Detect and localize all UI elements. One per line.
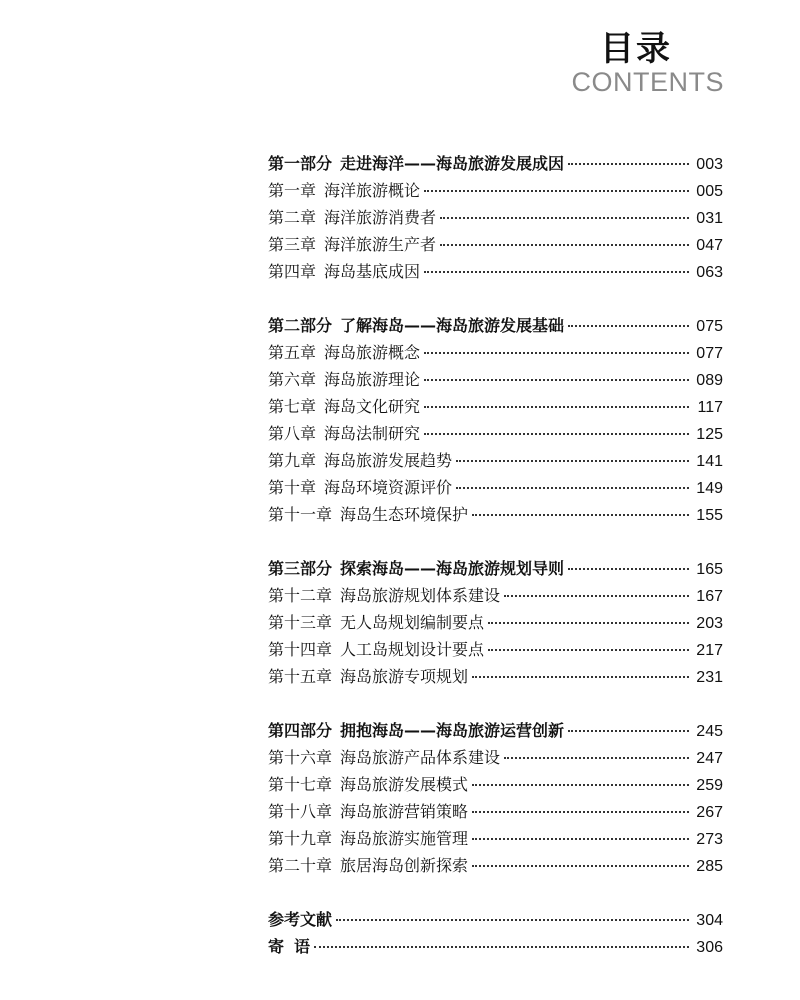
toc-entry-label: 第十九章 [268, 829, 333, 848]
toc-dot-leader [472, 811, 689, 813]
toc-dot-leader [424, 190, 689, 192]
page-subtitle: CONTENTS [571, 67, 724, 97]
toc-page-number: 075 [696, 318, 723, 335]
toc-part-entry[interactable] [268, 312, 723, 339]
toc-page-number: 167 [696, 588, 723, 605]
toc-page-number: 165 [696, 561, 723, 578]
toc-page-number: 247 [696, 750, 723, 767]
toc-dot-leader [472, 838, 689, 840]
toc-entry-label: 第二部分 [268, 316, 333, 335]
toc-chapter-entry[interactable] [268, 771, 723, 798]
toc-part-entry[interactable] [268, 150, 723, 177]
toc-page-number: 259 [696, 777, 723, 794]
toc-dot-leader [568, 568, 689, 570]
toc-dot-leader [568, 730, 689, 732]
toc-entry-label: 第十七章 [268, 775, 333, 794]
toc-entry-label: 第四部分 [268, 721, 333, 740]
toc-page-number: 203 [696, 615, 723, 632]
toc-entry-label: 第三章 [268, 235, 317, 254]
toc-page-number: 117 [697, 399, 723, 416]
toc-chapter-entry[interactable] [268, 474, 723, 501]
toc-entry-label: 第十章 [268, 478, 317, 497]
toc-entry-title: 海岛生态环境保护 [340, 505, 469, 524]
toc-entry-label: 第十八章 [268, 802, 333, 821]
toc-page-number: 306 [696, 939, 723, 956]
toc-dot-leader [424, 352, 689, 354]
toc-dot-leader [424, 379, 689, 381]
page-header [572, 30, 725, 96]
toc-section [268, 312, 723, 528]
toc-entry-title: 旅居海岛创新探索 [340, 856, 469, 875]
toc-chapter-entry[interactable] [268, 420, 723, 447]
toc-part-entry[interactable] [268, 555, 723, 582]
toc-entry-title: 探索海岛——海岛旅游规划导则 [340, 559, 565, 578]
page-title: 目录 [600, 29, 672, 69]
toc-chapter-entry[interactable] [268, 231, 723, 258]
toc-dot-leader [440, 217, 689, 219]
toc-page-number: 125 [696, 426, 723, 443]
toc-entry-title: 走进海洋——海岛旅游发展成因 [340, 154, 565, 173]
toc-entry-label: 第八章 [268, 424, 317, 443]
toc-dot-leader [440, 244, 689, 246]
toc-entry-title: 海岛旅游发展模式 [340, 775, 469, 794]
toc-section [268, 906, 723, 960]
toc-entry-title: 海岛旅游营销策略 [340, 802, 469, 821]
toc-chapter-entry[interactable] [268, 582, 723, 609]
toc-entry-title: 海岛旅游实施管理 [340, 829, 469, 848]
toc-entry-label: 第二十章 [268, 856, 333, 875]
toc-entry-label: 第九章 [268, 451, 317, 470]
toc-page-number: 047 [696, 237, 723, 254]
toc-entry-title: 无人岛规划编制要点 [340, 613, 485, 632]
toc-entry-title: 人工岛规划设计要点 [340, 640, 485, 659]
toc-part-entry[interactable] [268, 906, 723, 933]
toc-dot-leader [424, 406, 689, 408]
toc-page-number: 149 [696, 480, 723, 497]
toc-dot-leader [568, 325, 689, 327]
toc-entry-label: 第十六章 [268, 748, 333, 767]
toc-entry-title: 了解海岛——海岛旅游发展基础 [340, 316, 565, 335]
toc-part-entry[interactable] [268, 933, 723, 960]
toc-page-number: 245 [696, 723, 723, 740]
toc-dot-leader [504, 595, 689, 597]
toc-page-number: 285 [696, 858, 723, 875]
toc-entry-title: 海岛旅游发展趋势 [324, 451, 453, 470]
toc-entry-title: 海岛旅游规划体系建设 [340, 586, 501, 605]
toc-entry-title: 海洋旅游概论 [324, 181, 421, 200]
toc-dot-leader [568, 163, 689, 165]
toc-chapter-entry[interactable] [268, 258, 723, 285]
toc-page-number: 089 [696, 372, 723, 389]
toc-dot-leader [336, 919, 689, 921]
toc-entry-title: 海岛旅游产品体系建设 [340, 748, 501, 767]
toc-section [268, 150, 723, 285]
toc-chapter-entry[interactable] [268, 447, 723, 474]
toc-page-number: 005 [696, 183, 723, 200]
toc-dot-leader [456, 460, 689, 462]
toc-chapter-entry[interactable] [268, 501, 723, 528]
toc-entry-title: 海岛环境资源评价 [324, 478, 453, 497]
toc-entry-title: 海岛旅游专项规划 [340, 667, 469, 686]
toc-chapter-entry[interactable] [268, 177, 723, 204]
toc-entry-title: 拥抱海岛——海岛旅游运营创新 [340, 721, 565, 740]
toc-section [268, 717, 723, 879]
toc-entry-title: 海岛基底成因 [324, 262, 421, 281]
toc-dot-leader [472, 676, 689, 678]
toc-entry-label: 第十三章 [268, 613, 333, 632]
toc-chapter-entry[interactable] [268, 663, 723, 690]
toc-page-number: 141 [696, 453, 723, 470]
toc-page-number: 231 [696, 669, 723, 686]
toc-entry-title: 海岛旅游概念 [324, 343, 421, 362]
toc-dot-leader [424, 433, 689, 435]
toc-entry-label: 第十二章 [268, 586, 333, 605]
toc-page-number: 031 [696, 210, 723, 227]
toc-page-number: 155 [696, 507, 723, 524]
toc-entry-label: 第六章 [268, 370, 317, 389]
table-of-contents [268, 150, 723, 987]
toc-entry-title: 海洋旅游生产者 [324, 235, 437, 254]
toc-dot-leader [504, 757, 689, 759]
toc-entry-label: 第四章 [268, 262, 317, 281]
toc-entry-label: 第十四章 [268, 640, 333, 659]
toc-page-number: 273 [696, 831, 723, 848]
toc-part-entry[interactable] [268, 717, 723, 744]
toc-chapter-entry[interactable] [268, 744, 723, 771]
toc-entry-label: 寄语 [268, 937, 321, 956]
toc-chapter-entry[interactable] [268, 366, 723, 393]
toc-page-number: 267 [696, 804, 723, 821]
toc-chapter-entry[interactable] [268, 204, 723, 231]
toc-dot-leader [472, 514, 689, 516]
toc-entry-label: 第一章 [268, 181, 317, 200]
toc-entry-title: 海岛文化研究 [324, 397, 421, 416]
toc-chapter-entry[interactable] [268, 393, 723, 420]
toc-page-number: 304 [696, 912, 723, 929]
toc-chapter-entry[interactable] [268, 609, 723, 636]
toc-chapter-entry[interactable] [268, 852, 723, 879]
toc-page-number: 003 [696, 156, 723, 173]
toc-dot-leader [424, 271, 689, 273]
toc-chapter-entry[interactable] [268, 798, 723, 825]
toc-entry-label: 第一部分 [268, 154, 333, 173]
toc-entry-title: 海洋旅游消费者 [324, 208, 437, 227]
toc-entry-title: 海岛旅游理论 [324, 370, 421, 389]
toc-page-number: 077 [696, 345, 723, 362]
toc-dot-leader [314, 946, 689, 948]
toc-section [268, 555, 723, 690]
toc-dot-leader [472, 865, 689, 867]
toc-entry-title: 海岛法制研究 [324, 424, 421, 443]
toc-entry-label: 第十五章 [268, 667, 333, 686]
toc-dot-leader [488, 649, 689, 651]
toc-dot-leader [472, 784, 689, 786]
toc-dot-leader [456, 487, 689, 489]
toc-page-number: 217 [696, 642, 723, 659]
toc-chapter-entry[interactable] [268, 636, 723, 663]
toc-entry-label: 第十一章 [268, 505, 333, 524]
toc-entry-label: 第七章 [268, 397, 317, 416]
toc-entry-label: 第三部分 [268, 559, 333, 578]
toc-entry-label: 参考文献 [268, 910, 333, 929]
toc-entry-label: 第二章 [268, 208, 317, 227]
toc-chapter-entry[interactable] [268, 825, 723, 852]
toc-dot-leader [488, 622, 689, 624]
toc-page-number: 063 [696, 264, 723, 281]
toc-chapter-entry[interactable] [268, 339, 723, 366]
toc-entry-label: 第五章 [268, 343, 317, 362]
